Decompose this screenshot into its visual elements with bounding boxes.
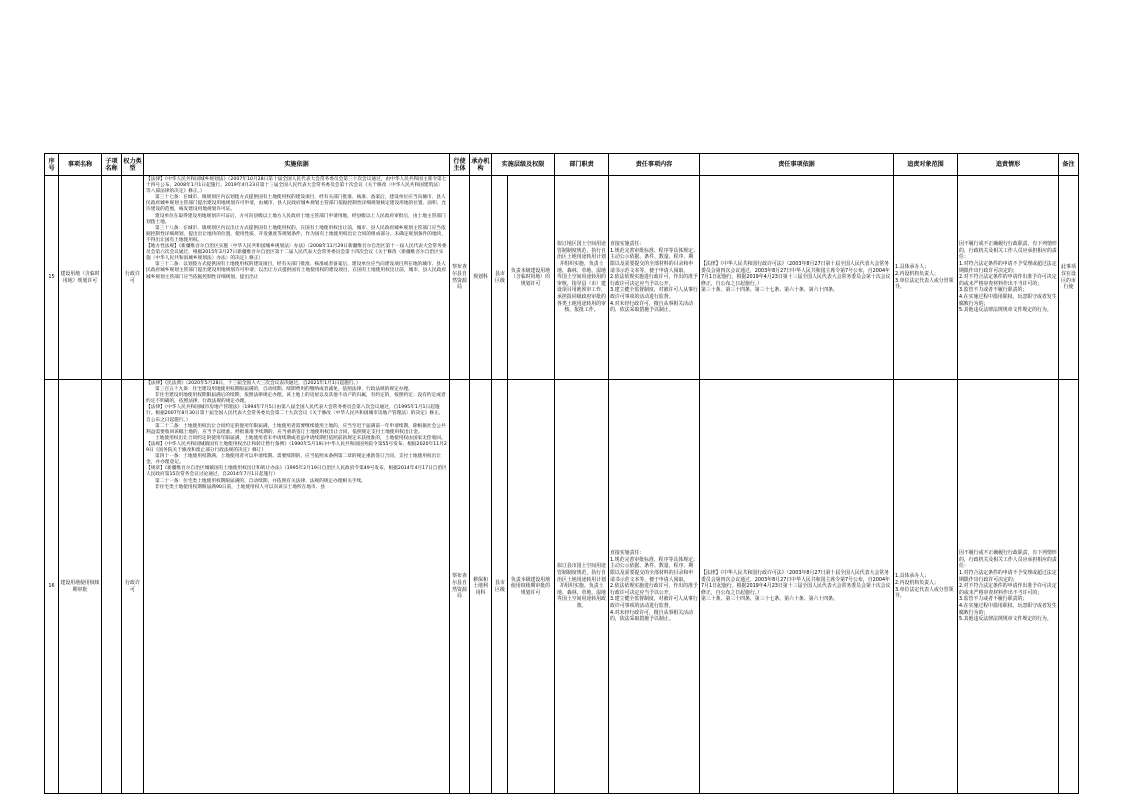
basis-para: 第三十二条：以划拨方式提供国有土地使用权的建设项目，经有关部门批准、核准或者备案后，建设单位应当向建设项目所在地的城市、县人民政府城乡规划主管部门提出建设用地规划许可申请；以出让方式提供国有土地使用权的建设项目，在国有土地使用权出让前，城市、县人民政府城乡规划主管部门应当依据控制性详细规划，提出出让 — [146, 262, 447, 280]
basis-para: 【地方性法规】《新疆维吾尔自治区实施〈中华人民共和国城乡规划法〉办法》（2008年11月29日新疆维吾尔自治区第十一届人民代表大会常务委员会第六次会议通过，根据2015年3月27日新疆维吾尔自治区第十二届人民代表大会常务委员会第十四次会议《关于修改〈新疆维吾尔自治区实施〈中华人民共和国城乡规划法〉办法〉的决定》修正） — [146, 244, 447, 262]
row-scope: 负责本级建设用地使用权续期审批的规划许可 — [510, 576, 551, 596]
row-content-basis: 【法律】《中华人民共和国行政许可法》（2003年8月27日第十届全国人民代表大会常务委员会第四次会议通过，2003年8月27日中华人民共和国主席令第7号公布，自2004年7月1日起施行。根据2019年4月23日第十三届全国人民代表大会常务委员会第十次会议修正，自公布之日起施行。） 第三十条、第三十四条、第三十七条、第六十条、第六十四条。 — [700, 176, 894, 380]
header-level: 实施层级及权限 — [492, 154, 555, 176]
header-duty: 部门职责 — [555, 154, 609, 176]
row-level-scope — [492, 380, 555, 794]
row-sub — [102, 176, 122, 380]
header-remark: 备注 — [1059, 154, 1079, 176]
responsibility-table — [44, 153, 1079, 794]
row-content-basis: 【法律】《中华人民共和国行政许可法》（2003年8月27日第十届全国人民代表大会常务委员会第四次会议通过，2003年8月27日中华人民共和国主席令第7号公布，自2004年7月1日起施行。根据2019年4月23日第十三届全国人民代表大会常务委员会第十次会议修正，自公布之日起施行。） 第三十条、第三十四条、第三十七条、第六十条、第六十四条。 — [700, 380, 894, 794]
header-situation: 追责情形 — [958, 154, 1059, 176]
row-content: 直接实施责任： 1.规范完善审批标准、程序等具体规定；主动公示依据、条件、数量、程序、期限以及需要提交的全部材料的目录和申请书示范文本等，便于申请人阅取。 2.依法依规实施进行政许可，作出的准予行政许可决定应当予以公开。 3.建立健全监督制度，对被许可人从事行政许可事项的活动进行监督。 4.对未经行政许可，擅自从事相关活动的，依法采取措施予以制止。 — [609, 176, 700, 380]
basis-para: 第四十一条：土地使用权期满，土地使用者可以申请续期。需要续期的，应当依照本条例第二章的规定重新签订合同，支付土地使用权出让金，并办理登记。 — [146, 454, 441, 466]
header-no: 序号 — [45, 154, 59, 176]
header-name: 事项名称 — [59, 154, 102, 176]
row-type: 行政许可 — [122, 176, 144, 380]
row-content: 直接实施责任： 1.规范完善审批标准、程序等具体规定；主动公示依据、条件、数量、程序、期限以及需要提交的全部材料的目录和申请书示范文本等，便于申请人阅取。 2.依法依规实施进行政许可，作出的准予行政许可决定应当予以公开。 3.建立健全监督制度，对被许可人从事行政许可事项的活动进行监督。 4.对未经行政许可，擅自从事相关活动的，依法采取措施予以制止。 — [609, 380, 700, 794]
basis-para: 非住宅类土地使用权期限届满90日前，土地使用权人可以向该宗土地所在地市、县 — [155, 484, 326, 490]
row-duty: 拟订县市国土空间用途管制制度规范，执行自治区土地用途转用计划并组织实施，负责土地、森林、草地、湿地等国土空间用途转用政策。 — [555, 380, 609, 794]
basis-para: 第三十七条：在城市、镇规划区内以划拨方式提供国有土地使用权的建设项目，经有关部门批准、核准、备案后，建设单位应当向城市、县人民政府城乡规划主管部门提出建设用地规划许可申请，由城市、县人民政府城乡规划主管部门依据控制性详细规划核定建设用地的位置、面积、允许建设的范围，核发建设用地规划许可证。 — [146, 195, 447, 213]
header-content: 责任事项内容 — [609, 154, 700, 176]
basis-para: 非住宅建设用地使用权期限届满后的续期，依照法律规定办理。该土地上的房屋以及其他不动产的归属，有约定的，按照约定；没有约定或者约定不明确的，依照法律、行政法规的规定办理。 — [146, 393, 446, 405]
row-sub — [102, 380, 122, 794]
basis-para: 【法律】《中华人民共和国城市房地产管理法》（1994年7月5日由第八届全国人民代表大会常务委员会第八次会议通过，自1995年1月1日起施行。根据2007年8月30日第十届全国人民代表大会常务委员会第二十九次会议《关于修改〈中华人民共和国城市房地产管理法〉的决定》修正，自公布之日起施行。） — [146, 405, 444, 423]
basis-para: 【法律】《民法典》（2020年5月28日，十三届全国人大三次会议表决通过，自2021年1月1日起施行。） — [146, 381, 361, 386]
header-subject: 行使主体 — [450, 154, 470, 176]
responsibility-list-page — [44, 153, 1078, 794]
header-sub: 子项名称 — [102, 154, 122, 176]
row-target: 1.具体承办人； 2.内设机构负责人； 3.单位法定代表人或分管领导。 — [894, 380, 958, 794]
table-row — [45, 176, 1079, 380]
basis-para: 【法律】《中华人民共和国城乡规划法》（2007年10月28日第十届全国人民代表大会常务委员会第三十次会议通过，由中华人民共和国主席令第七十四号公布，2008年1月1日起施行。2019年4月23日第十三届全国人民代表大会常务委员会第十次会议《关于修改〈中华人民共和国建筑法〉等八部法律的决定》修正。） — [146, 177, 447, 195]
row-situation: 因不履行或不正确履行行政职责，有下列情形的，行政机关及相关工作人员应承担相应的责任： 1.对符合法定条件的申请不予受理或超过法定期限作出行政许可决定的； 2.对不符合法定条件的申请作出准予许可决定的或未严格审查材料作出不当许可的； 3.监管不力或者不履行职责的； 4.在实施过程中滥用职权、玩忽职守或者发生腐败行为的； 5.其他违反法律法规规章文件规定的行为。 — [958, 176, 1059, 380]
row-level-scope — [492, 176, 555, 380]
row-remark: 此事项仅在设区的市行使 — [1059, 176, 1079, 380]
header-type: 权力类型 — [122, 154, 144, 176]
row-duty: 拟订地区国土空间用途管制制度规范，执行自治区土地用途转用计划并组织实施，负责土地、森林、草地、湿地等国土空间用途转用的审核，指导县（市）建设项目用地预审工作，承担报同级政府审批的各类土地用途转用的审核、报批工作。 — [555, 176, 609, 380]
table-header-row — [45, 154, 1079, 176]
row-subject: 察布查尔县自然资源局 — [450, 176, 470, 380]
row-level: 县市区级 — [493, 380, 508, 793]
header-content-basis: 责任事项依据 — [700, 154, 894, 176]
basis-para: 第三十八条：在城市、镇规划区内以出让方式提供国有土地使用权的，在国有土地使用权出让前，城市、县人民政府城乡规划主管部门应当依据控制性详细规划，提出出让地块的位置、使用性质、开发强度等规划条件，作为国有土地使用权出让合同的组成部分。未确定规划条件的地块，不得出让国有土地使用权。 — [146, 225, 447, 243]
row-type: 行政许可 — [122, 380, 144, 794]
header-org: 承办机构 — [470, 154, 492, 176]
row-org: 耕保和土地利用科 — [470, 380, 492, 794]
basis-para: 【规章】《新疆维吾尔自治区城镇国有土地使用权出让和转让办法》（1995年2月19日自治区人民政府令第49号发布，根据2014年4月17日自治区人民政府第15次常务会议讨论通过，自2014年7月1日起施行） — [146, 466, 447, 478]
row-basis — [144, 176, 450, 380]
row-org: 规划科 — [470, 176, 492, 380]
row-name: 建设用地（含临时用地）规划许可 — [59, 176, 102, 380]
row-no: 15 — [45, 176, 59, 380]
basis-para: 第二十一条：住宅类土地使用权期限届满的，自动续期，并依照有关法律、法规的规定办理相关手续。 — [155, 478, 366, 484]
row-target: 1.具体承办人； 2.内设机构负责人； 3.单位法定代表人或分管领导。 — [894, 176, 958, 380]
row-subject: 察布查尔县自然资源局 — [450, 380, 470, 794]
header-target: 追责对象范围 — [894, 154, 958, 176]
basis-para: 土地使用权出让合同约定的使用年限届满，土地使用者未申请续期或者虽申请续期但依照前款规定未获批准的，土地使用权由国家无偿收回。 — [155, 435, 446, 441]
header-basis: 实施依据 — [144, 154, 450, 176]
row-level: 县市区级 — [493, 176, 508, 379]
basis-para: 第二十二条：土地使用权出让合同约定的使用年限届满，土地使用者需要继续使用土地的，应当至迟于届满前一年申请续期，除根据社会公共利益需要收回该幅土地的，应当予以批准。经批准准予续期的，应当重新签订土地使用权出让合同，依照规定支付土地使用权出让金。 — [146, 423, 446, 435]
basis-para: 建设单位在取得建设用地规划许可证后，方可向县级以上地方人民政府土地主管部门申请用地，经县级以上人民政府审批后，由土地主管部门划拨土地。 — [146, 213, 446, 225]
row-situation: 因不履行或不正确履行行政职责，有下列情形的，行政机关及相关工作人员应承担相应的责任： 1.对符合法定条件的申请不予受理或超过法定期限作出行政许可决定的； 2.对不符合法定条件的申请作出准予许可决定的或未严格审查材料作出不当许可的； 3.监管不力或者不履行职责的； 4.在实施过程中滥用职权、玩忽职守或者发生腐败行为的； 5.其他违反法律法规规章文件规定的行为。 — [958, 380, 1059, 794]
row-name: 建设用地使用权续期审批 — [59, 380, 102, 794]
basis-para: 【法规】《中华人民共和国城镇国有土地使用权出让和转让暂行条例》（1990年5月19日中华人民共和国国务院令第55号发布，根据2020年11月29日《国务院关于修改和废止部分行政法规的决定》修订） — [146, 441, 447, 454]
row-no: 16 — [45, 380, 59, 794]
basis-para: 第三百五十九条：住宅建设用地使用权期限届满的，自动续期。续期费用的缴纳或者减免，依照法律、行政法规的规定办理。 — [155, 387, 413, 393]
row-remark — [1059, 380, 1079, 794]
row-basis — [144, 380, 450, 794]
table-row — [45, 380, 1079, 794]
row-scope: 负责本级建设用地（含临时用地）的规划许可 — [510, 267, 551, 287]
